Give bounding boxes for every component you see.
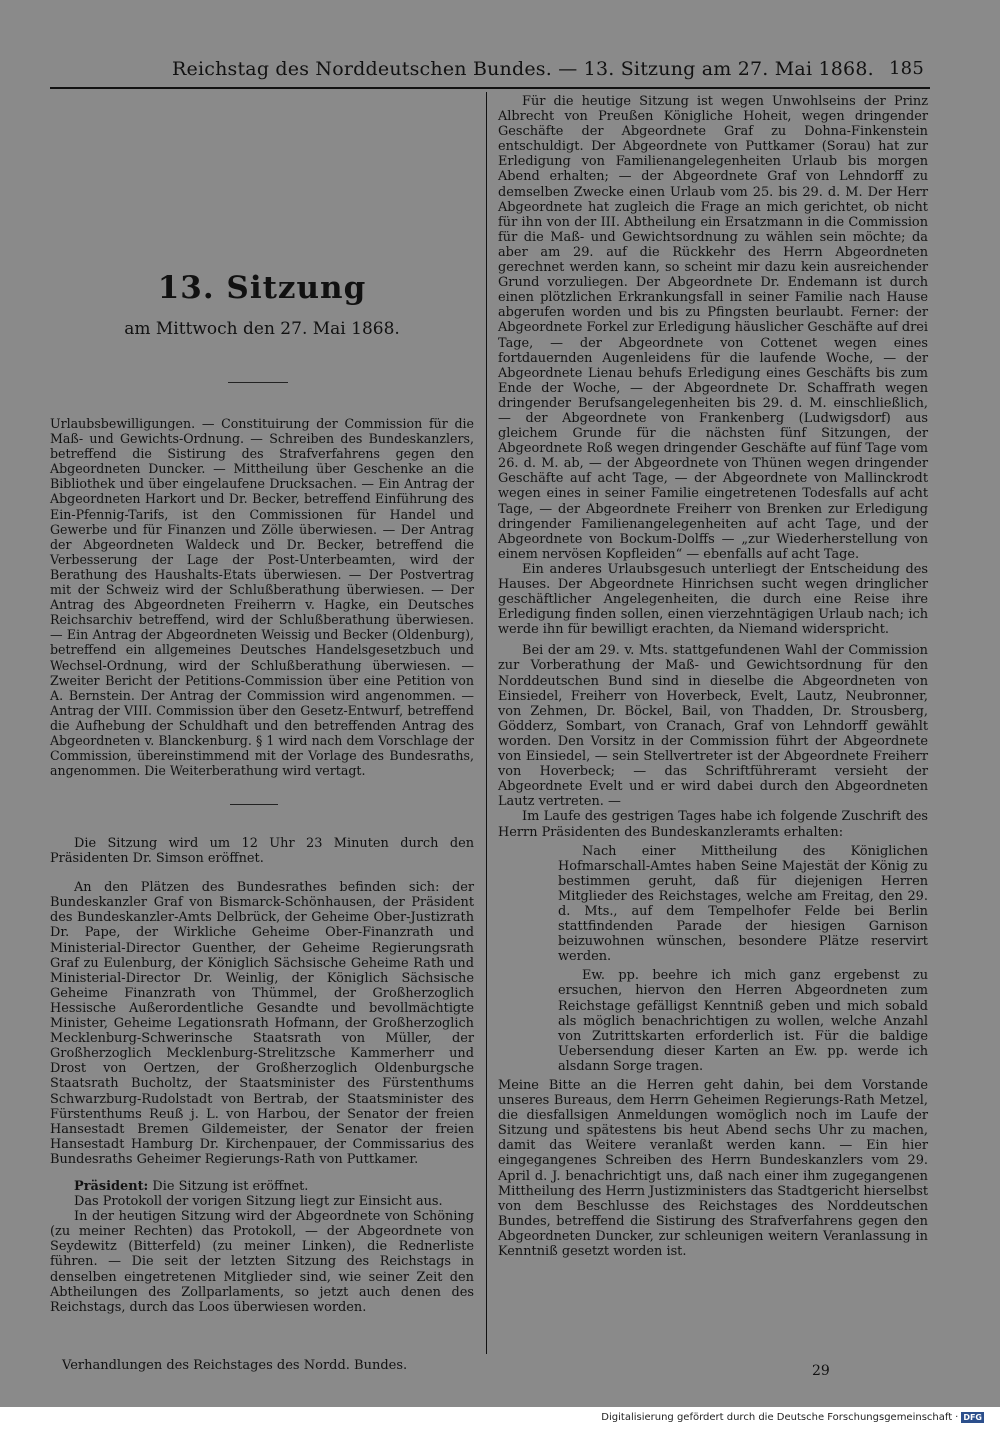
leave-request-paragraph: Ein anderes Urlaubsgesuch unterliegt der Entscheidung des Hauses. Der Abgeordnete Hinrichsen sucht wegen dringlicher geschäftlicher Angelegenheiten, die durch eine Reise ihre Erledigung finden sollen, einen vierzehntägigen Urlaub nach; ich werde ihn für bewilligt erachten, da Niemand widerspricht.	[498, 561, 928, 638]
session-summary	[50, 416, 474, 778]
summary-text: Urlaubsbewilligungen. — Constituirung der Commission für die Maß- und Gewichts-Ordnung. — Schreiben des Bundeskanzlers, betreffend die Sistirung des Strafverfahrens gegen den Abgeordneten Duncker. — Mittheilung über Geschenke an die Bibliothek und über eingelaufene Drucksachen. — Ein Antrag der Abgeordneten Harkort und Dr. Becker, betreffend Einführung des Ein-Pfennig-Tarifs, ist den Commissionen für Handel und Gewerbe und für Finanzen und Zölle überwiesen. — Der Antrag der Abgeordneten Waldeck und Dr. Becker, betreffend die Verbesserung der Lage der Post-Unterbeamten, wird der Berathung des Haushalts-Etats überwiesen. — Der Postvertrag mit der Schweiz wird der Schlußberathung überwiesen. — Der Antrag des Abgeordneten Freiherrn v. Hagke, ein Deutsches Reichsarchiv betreffend, wird der Schlußberathung überwiesen. — Ein Antrag der Abgeordneten Weissig und Becker (Oldenburg), betreffend ein allgemeines Deutsches Handelsgesetzbuch und Wechsel-Ordnung, wird der Schlußberathung überwiesen. — Zweiter Bericht der Petitions-Commission über eine Petition von A. Bernstein. Der Antrag der Commission wird angenommen. — Antrag der VIII. Commission über den Gesetz-Entwurf, betreffend die Aufhebung der Schuldhaft und den betreffenden Antrag des Abgeordneten v. Blanckenburg. § 1 wird nach dem Vorschlage der Commission, übereinstimmend mit der Vorlage des Bundesraths, angenommen. Die Weiterberathung wird vertagt.	[50, 416, 474, 779]
speaker-label: Präsident:	[74, 1178, 149, 1194]
dfg-logo-icon: DFG	[963, 1413, 982, 1422]
quoted-letter-2: Ew. pp. beehre ich mich ganz ergebenst zu ersuchen, hiervon den Herren Abgeordneten zum Reichstage gefälligst Kenntniß geben und mich sobald als möglich benachrichtigen zu wollen, welche Anzahl von Zutrittskarten erforderlich ist. Für die baldige Uebersendung dieser Karten an Ew. pp. werde ich alsdann Sorge tragen.	[558, 968, 928, 1074]
spacer	[50, 1167, 474, 1179]
today-paragraph: In der heutigen Sitzung wird der Abgeordnete von Schöning (zu meiner Rechten) das Protokoll, — der Abgeordnete von Seydewitz (Bitterfeld) (zu meiner Linken), die Rednerliste führen. — Die seit der letzten Sitzung des Reichstags in denselben eingetretenen Mitglieder sind, wie seiner Zeit den Abtheilungen des Zollparlaments, so jetzt auch denen des Reichstags, durch das Loos überwiesen worden.	[50, 1209, 474, 1315]
summary-separator	[230, 804, 278, 805]
right-column	[498, 94, 928, 1259]
president-statement: Die Sitzung ist eröffnet.	[152, 1178, 309, 1194]
quoted-letter-1: Nach einer Mittheilung des Königlichen Hofmarschall-Amtes haben Seine Majestät der König zu bestimmen geruht, daß für diejenigen Herren Mitglieder des Reichstages, welche am Freitag, den 29. d. Mts., auf dem Tempelhofer Felde bei Berlin stattfindenden Parade der hiesigen Garnison beizuwohnen wünschen, besondere Plätze reservirt werden.	[558, 843, 928, 965]
opening-paragraph: Die Sitzung wird um 12 Uhr 23 Minuten durch den Präsidenten Dr. Simson eröffnet.	[50, 836, 474, 867]
column-divider	[486, 92, 487, 1354]
attendance-paragraph: An den Plätzen des Bundesrathes befinden sich: der Bundeskanzler Graf von Bismarck-Schönhausen, der Präsident des Bundeskanzler-Amts Delbrück, der Geheime Ober-Justizrath Dr. Pape, der Wirkliche Geheime Ober-Finanzrath und Ministerial-Director Guenther, der Geheime Regierungsrath Graf zu Eulenburg, der Königlich Sächsische Geheime Rath und Ministerial-Director Dr. Weinlig, der Königlich Sächsische Geheime Finanzrath von Thümmel, der Großherzoglich Hessische Außerordentliche Gesandte und bevollmächtigte Minister, Geheime Legationsrath Hofmann, der Großherzoglich Mecklenburg-Schwerinsche Staatsrath von Müller, der Großherzoglich Mecklenburg-Strelitzsche Kammerherr und Drost von Oertzen, der Großherzoglich Oldenburgsche Staatsrath Bucholtz, der Staatsminister des Fürstenthums Schwarzburg-Rudolstadt von Bertrab, der Staatsminister des Fürstenthums Reuß j. L. von Harbou, der Senator der freien Hansestadt Bremen Gildemeister, der Senator der freien Hansestadt Hamburg Dr. Kirchenpauer, der Commissarius des Bundesraths Geheimer Regierungs-Rath von Puttkamer.	[50, 880, 474, 1167]
president-paragraph	[50, 1179, 474, 1194]
commission-paragraph: Bei der am 29. v. Mts. stattgefundenen Wahl der Commission zur Vorberathung der Maß- und Gewichtsordnung für den Norddeutschen Bund sind in dieselbe die Abgeordneten von Einsiedel, Freiherr von Hoverbeck, Evelt, Lautz, Neubronner, von Zehmen, Dr. Böckel, Bail, von Thadden, Dr. Strousberg, Gödderz, Sombart, von Cranach, Graf von Lehndorff gewählt worden. Den Vorsitz in der Commission führt der Abgeordnete von Einsiedel, — sein Stellvertreter ist der Abgeordnete Freiherr von Hoverbeck; — das Schriftführeramt versieht der Abgeordnete Evelt und er wird dabei durch den Abgeordneten Lautz vertreten. —	[498, 643, 928, 810]
session-title: 13. Sitzung	[157, 270, 367, 306]
digitization-credit	[601, 1412, 984, 1423]
credit-text: Digitalisierung gefördert durch die Deutsche Forschungsgemeinschaft	[601, 1412, 953, 1423]
title-separator	[228, 382, 288, 383]
protocol-paragraph: Das Protokoll der vorigen Sitzung liegt zur Einsicht aus.	[74, 1194, 443, 1210]
footer-column-number: 29	[812, 1363, 830, 1379]
footer-source: Verhandlungen des Reichstages des Nordd. Bundes.	[62, 1358, 408, 1373]
letter-intro-paragraph: Im Laufe des gestrigen Tages habe ich folgende Zuschrift des Herrn Präsidenten des Bundeskanzleramts erhalten:	[498, 809, 928, 840]
request-paragraph: Meine Bitte an die Herren geht dahin, bei dem Vorstande unseres Bureaus, dem Herrn Geheimen Regierungs-Rath Metzel, die diesfallsigen Anmeldungen womöglich noch im Laufe der Sitzung und spätestens bis heut Abend sechs Uhr zu machen, damit das Weitere veranlaßt werden kann. — Ein hier eingegangenes Schreiben des Herrn Bundeskanzlers vom 29. April d. J. benachrichtigt uns, daß nach einer ihm zugegangenen Mittheilung des Herrn Justizministers das Stadtgericht hierselbst von dem Beschlusse des Reichstages des Norddeutschen Bundes, betreffend die Sistirung des Strafverfahrens gegen den Abgeordneten Duncker, zur schleunigen weitern Veranlassung in Kenntniß gesetzt worden ist.	[498, 1078, 928, 1260]
session-date: am Mittwoch den 27. Mai 1868.	[124, 319, 400, 339]
running-header-title: Reichstag des Norddeutschen Bundes. — 13. Sitzung am 27. Mai 1868.	[172, 58, 874, 80]
header-rule	[50, 87, 930, 89]
page-number: 185	[889, 58, 924, 79]
separator-dot: ·	[955, 1412, 959, 1423]
left-column	[50, 836, 474, 1315]
spacer	[50, 866, 474, 880]
running-header	[172, 58, 924, 84]
leave-paragraph: Für die heutige Sitzung ist wegen Unwohlseins der Prinz Albrecht von Preußen Königliche Hoheit, wegen dringender Geschäfte der Abgeordnete Graf zu Dohna-Finkenstein entschuldigt. Der Abgeordnete von Puttkamer (Sorau) hat zur Erledigung von Familienangelegenheiten Urlaub bis morgen Abend erhalten; — der Abgeordnete Graf von Lehndorff zu demselben Zwecke einen Urlaub vom 25. bis 29. d. M. Der Herr Abgeordnete hat zugleich die Frage an mich gerichtet, ob nicht für ihn von der III. Abtheilung ein Ersatzmann in die Commission für die Maß- und Gewichtsordnung zu wählen sein möchte; da aber am 29. auf die Rückkehr des Herrn Abgeordneten gerechnet werden kann, so scheint mir dazu kein ausreichender Grund vorzuliegen. Der Abgeordnete Dr. Endemann ist durch einen plötzlichen Erkrankungsfall in seiner Familie nach Hause abgerufen worden und bis zu Pfingsten beurlaubt. Ferner: der Abgeordnete Forkel zur Erledigung häuslicher Geschäfte auf drei Tage, — der Abgeordnete von Cottenet wegen eines fortdauernden Augenleidens für die laufende Woche, — der Abgeordnete Lienau behufs Erledigung eines Geschäfts bis zum Ende der Woche, — der Abgeordnete Dr. Schaffrath wegen dringender Berufsangelegenheiten bis 29. d. M. einschließlich, — der Abgeordnete von Frankenberg (Ludwigsdorf) aus gleichem Grunde für die nächsten fünf Sitzungen, der Abgeordnete Roß wegen dringender Geschäfte auf fünf Tage vom 26. d. M. ab, — der Abgeordnete von Thünen wegen dringender Geschäfte auf acht Tage, — der Abgeordnete von Mallinckrodt wegen eines in seiner Familie eingetretenen Todesfalls auf acht Tage, — der Abgeordnete Freiherr von Brenken zur Erledigung dringender Familienangelegenheiten auf acht Tage, und der Abgeordnete von Bockum-Dolffs — „zur Wiederherstellung von einem nervösen Kopfleiden“ — ebenfalls auf acht Tage.	[498, 94, 928, 562]
